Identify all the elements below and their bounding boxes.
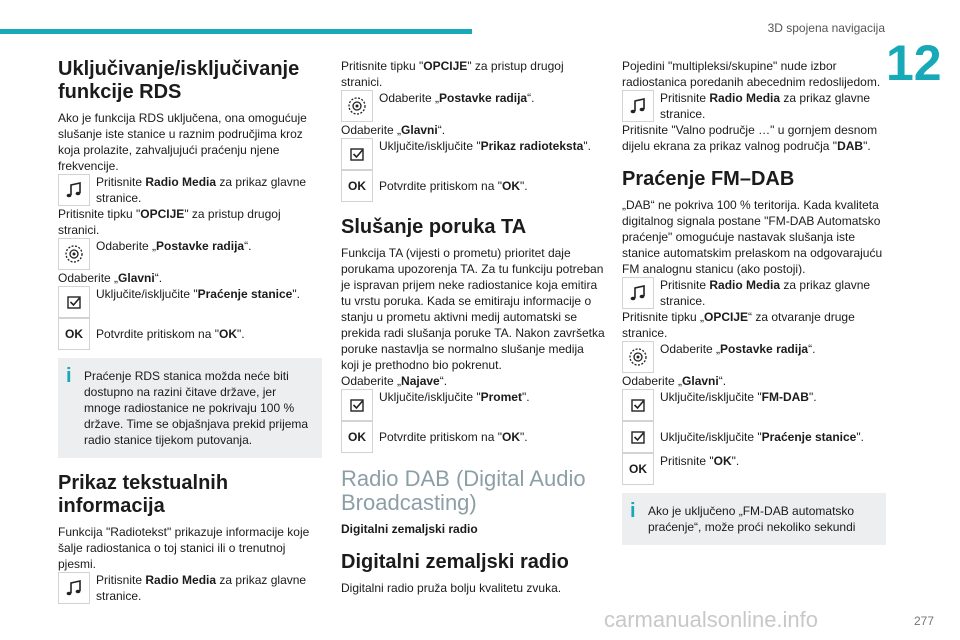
fm-dab-text: „DAB“ ne pokriva 100 % teritorija. Kada kvaliteta digitalnog signala postane "FM-DAB Automatsko praćenje" omogućuje nastavak slušanja iste stanice automatskim prelaskom na odgovarajuću FM analognu stanicu (ako postoji). (622, 198, 883, 276)
step-confirm-ok: OK Potvrdite pritiskom na "OK". (341, 170, 605, 202)
ok-icon: OK (341, 421, 373, 453)
rds-intro: Ako je funkcija RDS uključena, ona omogućuje slušanje iste stanice u raznim područjima kroz koja prolazite, zahvaljujući praćenju njene frekvencije. (58, 111, 307, 173)
chapter-number: 12 (886, 35, 942, 91)
music-note-icon (58, 572, 90, 604)
radio-settings-icon (622, 341, 654, 373)
ok-icon: OK (58, 318, 90, 350)
watermark: carmanualsonline.info (604, 607, 819, 632)
heading-digital-radio: Digitalni zemaljski radio (341, 551, 569, 573)
radio-settings-icon (58, 238, 90, 270)
info-icon: i (66, 365, 72, 387)
music-note-icon (58, 174, 90, 206)
options-text: Pritisnite tipku "OPCIJE" za pristup drugoj stranici. (341, 59, 564, 89)
music-note-icon (622, 90, 654, 122)
select-main-text: Odaberite „Glavni“. (58, 271, 163, 285)
options-text: Pritisnite tipku "OPCIJE" za pristup drugoj stranici. (58, 207, 281, 237)
checkbox-icon (622, 421, 654, 453)
options-text: Pritisnite tipku „OPCIJE“ za otvaranje druge stranice. (622, 310, 855, 340)
step-radio-media-2: Pritisnite Radio Media za prikaz glavne stranice. (58, 572, 322, 604)
step-radio-media-2: Pritisnite Radio Media za prikaz glavne stranice. (622, 277, 886, 309)
step-radio-settings: Odaberite „Postavke radija“. (622, 341, 886, 373)
multiplex-text: Pojedini "multipleksi/skupine" nude izbor radiostanica poredanih abecednim redoslijedom. (622, 59, 881, 89)
ok-icon: OK (341, 170, 373, 202)
step-radio-media: Pritisnite Radio Media za prikaz glavne stranice. (58, 174, 322, 206)
heading-fm-dab: Praćenje FM–DAB (622, 168, 795, 190)
step-toggle-fm-dab: Uključite/isključite "FM-DAB". (622, 389, 886, 421)
dab-subtitle: Digitalni zemaljski radio (341, 522, 478, 536)
music-note-icon (622, 277, 654, 309)
step-toggle-radiotext: Uključite/isključite "Prikaz radioteksta". (341, 138, 605, 170)
step-radio-settings: Odaberite „Postavke radija“. (58, 238, 322, 270)
info-note: i Praćenje RDS stanica možda neće biti dostupno na razini čitave države, jer mnoge radiostanice ne pokrivaju 100 % države. Time se objašnjava prekid prijema radio stanice tijekom putovanja. (58, 358, 322, 458)
heading-radiotext: Prikaz tekstualnih informacija (58, 472, 229, 517)
step-confirm-ok: OK Potvrdite pritiskom na "OK". (58, 318, 322, 350)
radiotext-text: Funkcija "Radiotekst" prikazuje informacije koje šalje radiostanica o toj stanici ili o trenutnoj pjesmi. (58, 525, 310, 571)
header-accent-bar (0, 29, 472, 34)
checkbox-icon (622, 389, 654, 421)
step-toggle-station-tracking: Uključite/isključite "Praćenje stanice". (622, 421, 886, 453)
step-radio-media: Pritisnite Radio Media za prikaz glavne stranice. (622, 90, 886, 122)
info-icon: i (630, 500, 636, 522)
checkbox-icon (341, 138, 373, 170)
digital-radio-text: Digitalni radio pruža bolju kvalitetu zvuka. (341, 581, 562, 595)
info-note: i Ako je uključeno „FM-DAB automatsko praćenje“, može proći nekoliko sekundi (622, 493, 886, 545)
column-3 (622, 58, 886, 559)
checkbox-icon (341, 389, 373, 421)
select-main-text: Odaberite „Glavni“. (622, 374, 727, 388)
heading-rds: Uključivanje/isključivanje funkcije RDS (58, 58, 300, 103)
step-confirm-ok: OK Pritisnite "OK". (622, 453, 886, 485)
radio-settings-icon (341, 90, 373, 122)
column-1 (58, 58, 322, 604)
heading-ta: Slušanje poruka TA (341, 216, 527, 238)
page-number: 277 (914, 614, 935, 628)
select-announcements-text: Odaberite „Najave“. (341, 374, 448, 388)
band-text: Pritisnite "Valno područje …" u gornjem desnom dijelu ekrana za prikaz valnog područja "DAB". (622, 123, 878, 153)
step-confirm-ok-2: OK Potvrdite pritiskom na "OK". (341, 421, 605, 453)
ta-text: Funkcija TA (vijesti o prometu) prioritet daje porukama upozorenja TA. Za tu funkciju potreban je ispravan prijem neke radiostanice koja emitira tu vrstu poruka. Kada se emitiraju informacije o stanju u prometu aktivni medij automatski se prekida radi slušanja poruke TA. Nakon završetka poruke nastavlja se normalno slušanje medija koji je prethodno bio pokrenut. (341, 246, 605, 372)
select-main-text: Odaberite „Glavni“. (341, 123, 446, 137)
heading-dab: Radio DAB (Digital Audio Broadcasting) (341, 466, 586, 515)
step-toggle-station-tracking: Uključite/isključite "Praćenje stanice". (58, 286, 322, 318)
step-toggle-traffic: Uključite/isključite "Promet". (341, 389, 605, 421)
column-2 (341, 58, 605, 596)
section-title: 3D spojena navigacija (767, 21, 885, 35)
checkbox-icon (58, 286, 90, 318)
step-radio-settings: Odaberite „Postavke radija“. (341, 90, 605, 122)
ok-icon: OK (622, 453, 654, 485)
